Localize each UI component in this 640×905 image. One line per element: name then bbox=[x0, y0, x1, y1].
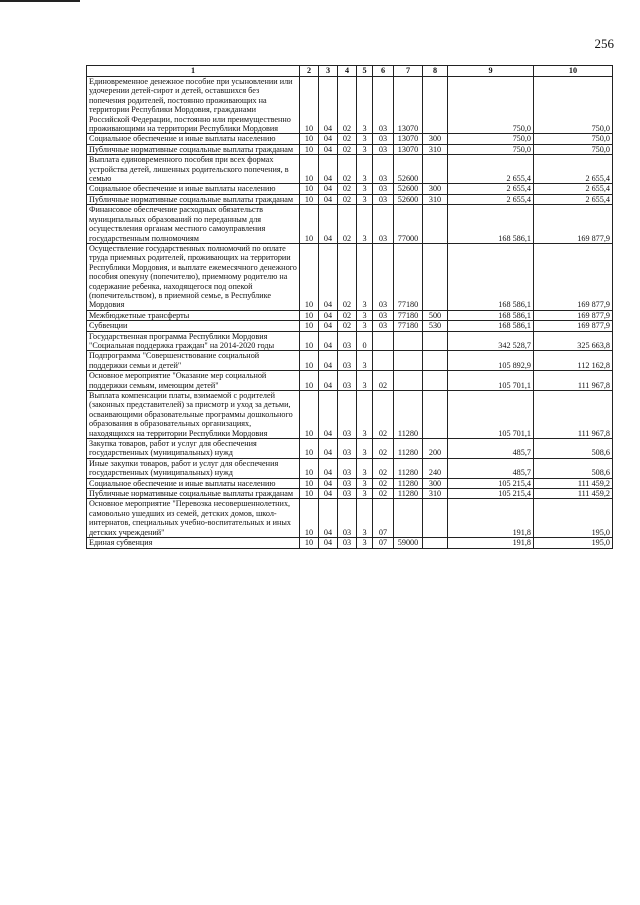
subsection-code-cell: 04 bbox=[319, 538, 338, 548]
amount-year-1-cell: 2 655,4 bbox=[448, 184, 534, 194]
amount-year-2-cell: 169 877,9 bbox=[534, 243, 613, 310]
table-row bbox=[87, 184, 613, 194]
page-number: 256 bbox=[594, 36, 614, 51]
column-header: 6 bbox=[373, 66, 394, 77]
amount-year-1-cell: 750,0 bbox=[448, 134, 534, 144]
row-name-cell: Публичные нормативные социальные выплаты гражданам bbox=[87, 144, 300, 154]
direction-code-cell: 52600 bbox=[394, 184, 423, 194]
section-code-cell: 10 bbox=[300, 194, 319, 204]
amount-year-1-cell: 168 586,1 bbox=[448, 205, 534, 244]
amount-year-2-cell: 2 655,4 bbox=[534, 155, 613, 184]
direction-code-cell bbox=[394, 331, 423, 351]
top-rule bbox=[0, 0, 80, 2]
section-code-cell: 10 bbox=[300, 321, 319, 331]
table-row bbox=[87, 439, 613, 459]
amount-year-2-cell: 169 877,9 bbox=[534, 205, 613, 244]
subprogram-code-cell: 3 bbox=[357, 489, 373, 499]
section-code-cell: 10 bbox=[300, 155, 319, 184]
program-code-cell: 02 bbox=[338, 184, 357, 194]
event-code-cell: 02 bbox=[373, 489, 394, 499]
subprogram-code-cell: 3 bbox=[357, 351, 373, 371]
amount-year-2-cell: 195,0 bbox=[534, 538, 613, 548]
subsection-code-cell: 04 bbox=[319, 489, 338, 499]
program-code-cell: 03 bbox=[338, 458, 357, 478]
subsection-code-cell: 04 bbox=[319, 205, 338, 244]
direction-code-cell bbox=[394, 371, 423, 391]
amount-year-1-cell: 105 701,1 bbox=[448, 371, 534, 391]
expense-type-cell bbox=[423, 155, 448, 184]
expense-type-cell bbox=[423, 243, 448, 310]
event-code-cell: 03 bbox=[373, 155, 394, 184]
direction-code-cell: 52600 bbox=[394, 155, 423, 184]
table-row bbox=[87, 243, 613, 310]
column-header: 5 bbox=[357, 66, 373, 77]
expense-type-cell bbox=[423, 371, 448, 391]
amount-year-2-cell: 112 162,8 bbox=[534, 351, 613, 371]
subsection-code-cell: 04 bbox=[319, 184, 338, 194]
row-name-cell: Социальное обеспечение и иные выплаты населению bbox=[87, 478, 300, 488]
table-header-row bbox=[87, 66, 613, 77]
subprogram-code-cell: 3 bbox=[357, 134, 373, 144]
expense-type-cell: 200 bbox=[423, 439, 448, 459]
subprogram-code-cell: 0 bbox=[357, 331, 373, 351]
table-row bbox=[87, 194, 613, 204]
subsection-code-cell: 04 bbox=[319, 321, 338, 331]
column-header: 1 bbox=[87, 66, 300, 77]
amount-year-1-cell: 485,7 bbox=[448, 439, 534, 459]
row-name-cell: Выплата компенсации платы, взимаемой с родителей (законных представителей) за присмотр и уход за детьми, осваивающими образовательные программы дошкольного образования в образовательных организациях, находящихся на территории Республики Мордовия bbox=[87, 391, 300, 439]
program-code-cell: 03 bbox=[338, 439, 357, 459]
direction-code-cell: 11280 bbox=[394, 489, 423, 499]
table-row bbox=[87, 371, 613, 391]
subprogram-code-cell: 3 bbox=[357, 184, 373, 194]
section-code-cell: 10 bbox=[300, 351, 319, 371]
row-name-cell: Межбюджетные трансферты bbox=[87, 310, 300, 320]
table-row bbox=[87, 310, 613, 320]
section-code-cell: 10 bbox=[300, 144, 319, 154]
program-code-cell: 02 bbox=[338, 155, 357, 184]
row-name-cell: Основное мероприятие "Оказание мер социальной поддержки семьям, имеющим детей" bbox=[87, 371, 300, 391]
subsection-code-cell: 04 bbox=[319, 331, 338, 351]
amount-year-2-cell: 750,0 bbox=[534, 134, 613, 144]
section-code-cell: 10 bbox=[300, 134, 319, 144]
subsection-code-cell: 04 bbox=[319, 155, 338, 184]
subprogram-code-cell: 3 bbox=[357, 77, 373, 134]
program-code-cell: 03 bbox=[338, 331, 357, 351]
expense-type-cell: 500 bbox=[423, 310, 448, 320]
program-code-cell: 03 bbox=[338, 391, 357, 439]
event-code-cell: 02 bbox=[373, 371, 394, 391]
amount-year-2-cell: 750,0 bbox=[534, 144, 613, 154]
subsection-code-cell: 04 bbox=[319, 194, 338, 204]
program-code-cell: 02 bbox=[338, 144, 357, 154]
subsection-code-cell: 04 bbox=[319, 439, 338, 459]
table-row bbox=[87, 351, 613, 371]
subprogram-code-cell: 3 bbox=[357, 310, 373, 320]
direction-code-cell: 77000 bbox=[394, 205, 423, 244]
section-code-cell: 10 bbox=[300, 371, 319, 391]
amount-year-1-cell: 2 655,4 bbox=[448, 155, 534, 184]
subsection-code-cell: 04 bbox=[319, 458, 338, 478]
section-code-cell: 10 bbox=[300, 391, 319, 439]
subprogram-code-cell: 3 bbox=[357, 478, 373, 488]
amount-year-1-cell: 191,8 bbox=[448, 499, 534, 538]
row-name-cell: Подпрограмма "Совершенствование социальной поддержки семьи и детей" bbox=[87, 351, 300, 371]
subsection-code-cell: 04 bbox=[319, 77, 338, 134]
table-row bbox=[87, 391, 613, 439]
expense-type-cell: 310 bbox=[423, 489, 448, 499]
amount-year-1-cell: 485,7 bbox=[448, 458, 534, 478]
amount-year-1-cell: 168 586,1 bbox=[448, 243, 534, 310]
program-code-cell: 03 bbox=[338, 499, 357, 538]
amount-year-2-cell: 169 877,9 bbox=[534, 310, 613, 320]
expense-type-cell: 300 bbox=[423, 184, 448, 194]
amount-year-2-cell: 169 877,9 bbox=[534, 321, 613, 331]
direction-code-cell: 11280 bbox=[394, 391, 423, 439]
direction-code-cell: 52600 bbox=[394, 194, 423, 204]
direction-code-cell: 13070 bbox=[394, 77, 423, 134]
amount-year-2-cell: 111 459,2 bbox=[534, 478, 613, 488]
amount-year-2-cell: 2 655,4 bbox=[534, 184, 613, 194]
direction-code-cell: 11280 bbox=[394, 478, 423, 488]
program-code-cell: 03 bbox=[338, 489, 357, 499]
table-row bbox=[87, 478, 613, 488]
row-name-cell: Закупка товаров, работ и услуг для обеспечения государственных (муниципальных) нужд bbox=[87, 439, 300, 459]
direction-code-cell: 77180 bbox=[394, 310, 423, 320]
section-code-cell: 10 bbox=[300, 243, 319, 310]
amount-year-1-cell: 105 215,4 bbox=[448, 489, 534, 499]
subprogram-code-cell: 3 bbox=[357, 155, 373, 184]
budget-table bbox=[86, 65, 613, 549]
amount-year-1-cell: 105 892,9 bbox=[448, 351, 534, 371]
amount-year-2-cell: 508,6 bbox=[534, 439, 613, 459]
column-header: 9 bbox=[448, 66, 534, 77]
direction-code-cell: 77180 bbox=[394, 321, 423, 331]
subsection-code-cell: 04 bbox=[319, 134, 338, 144]
amount-year-2-cell: 195,0 bbox=[534, 499, 613, 538]
section-code-cell: 10 bbox=[300, 538, 319, 548]
event-code-cell: 03 bbox=[373, 321, 394, 331]
direction-code-cell: 13070 bbox=[394, 134, 423, 144]
program-code-cell: 02 bbox=[338, 77, 357, 134]
event-code-cell: 03 bbox=[373, 134, 394, 144]
program-code-cell: 02 bbox=[338, 205, 357, 244]
table-row bbox=[87, 155, 613, 184]
table-row bbox=[87, 331, 613, 351]
subsection-code-cell: 04 bbox=[319, 144, 338, 154]
table-row bbox=[87, 489, 613, 499]
subprogram-code-cell: 3 bbox=[357, 205, 373, 244]
direction-code-cell: 11280 bbox=[394, 439, 423, 459]
program-code-cell: 03 bbox=[338, 351, 357, 371]
column-header: 4 bbox=[338, 66, 357, 77]
event-code-cell: 03 bbox=[373, 194, 394, 204]
event-code-cell: 03 bbox=[373, 243, 394, 310]
direction-code-cell: 59000 bbox=[394, 538, 423, 548]
amount-year-1-cell: 105 215,4 bbox=[448, 478, 534, 488]
event-code-cell: 03 bbox=[373, 77, 394, 134]
event-code-cell: 07 bbox=[373, 538, 394, 548]
table-body bbox=[87, 77, 613, 549]
amount-year-2-cell: 111 967,8 bbox=[534, 371, 613, 391]
column-header: 10 bbox=[534, 66, 613, 77]
expense-type-cell: 310 bbox=[423, 194, 448, 204]
column-header: 8 bbox=[423, 66, 448, 77]
expense-type-cell bbox=[423, 499, 448, 538]
event-code-cell: 02 bbox=[373, 391, 394, 439]
row-name-cell: Публичные нормативные социальные выплаты гражданам bbox=[87, 194, 300, 204]
section-code-cell: 10 bbox=[300, 458, 319, 478]
event-code-cell: 03 bbox=[373, 144, 394, 154]
amount-year-2-cell: 325 663,8 bbox=[534, 331, 613, 351]
amount-year-2-cell: 111 967,8 bbox=[534, 391, 613, 439]
table-row bbox=[87, 134, 613, 144]
row-name-cell: Социальное обеспечение и иные выплаты населению bbox=[87, 184, 300, 194]
direction-code-cell: 11280 bbox=[394, 458, 423, 478]
program-code-cell: 02 bbox=[338, 310, 357, 320]
direction-code-cell: 13070 bbox=[394, 144, 423, 154]
event-code-cell: 02 bbox=[373, 439, 394, 459]
section-code-cell: 10 bbox=[300, 439, 319, 459]
expense-type-cell bbox=[423, 331, 448, 351]
amount-year-2-cell: 750,0 bbox=[534, 77, 613, 134]
section-code-cell: 10 bbox=[300, 489, 319, 499]
amount-year-1-cell: 342 528,7 bbox=[448, 331, 534, 351]
amount-year-2-cell: 508,6 bbox=[534, 458, 613, 478]
program-code-cell: 03 bbox=[338, 371, 357, 391]
row-name-cell: Выплата единовременного пособия при всех формах устройства детей, лишенных родительского попечения, в семью bbox=[87, 155, 300, 184]
amount-year-1-cell: 105 701,1 bbox=[448, 391, 534, 439]
row-name-cell: Иные закупки товаров, работ и услуг для обеспечения государственных (муниципальных) нужд bbox=[87, 458, 300, 478]
program-code-cell: 02 bbox=[338, 321, 357, 331]
column-header: 2 bbox=[300, 66, 319, 77]
section-code-cell: 10 bbox=[300, 184, 319, 194]
amount-year-1-cell: 168 586,1 bbox=[448, 310, 534, 320]
table-row bbox=[87, 321, 613, 331]
table-row bbox=[87, 499, 613, 538]
section-code-cell: 10 bbox=[300, 478, 319, 488]
subsection-code-cell: 04 bbox=[319, 391, 338, 439]
subsection-code-cell: 04 bbox=[319, 310, 338, 320]
amount-year-1-cell: 750,0 bbox=[448, 144, 534, 154]
subprogram-code-cell: 3 bbox=[357, 439, 373, 459]
row-name-cell: Единая субвенция bbox=[87, 538, 300, 548]
expense-type-cell: 530 bbox=[423, 321, 448, 331]
subsection-code-cell: 04 bbox=[319, 351, 338, 371]
subprogram-code-cell: 3 bbox=[357, 144, 373, 154]
event-code-cell: 03 bbox=[373, 205, 394, 244]
table-row bbox=[87, 458, 613, 478]
program-code-cell: 03 bbox=[338, 538, 357, 548]
expense-type-cell: 310 bbox=[423, 144, 448, 154]
event-code-cell: 03 bbox=[373, 184, 394, 194]
row-name-cell: Осуществление государственных полномочий по оплате труда приемных родителей, проживающих на территории Республики Мордовия, и выплате ежемесячного денежного пособия опекуну (попечителю), приемному родителю на содержание ребенка, находящегося под опекой (попечительством), в приемной семье, в Республике Мордовия bbox=[87, 243, 300, 310]
subprogram-code-cell: 3 bbox=[357, 243, 373, 310]
direction-code-cell bbox=[394, 351, 423, 371]
program-code-cell: 02 bbox=[338, 243, 357, 310]
section-code-cell: 10 bbox=[300, 331, 319, 351]
subprogram-code-cell: 3 bbox=[357, 499, 373, 538]
table-row bbox=[87, 205, 613, 244]
row-name-cell: Финансовое обеспечение расходных обязательств муниципальных образований по переданным для осуществления органам местного самоуправления государственным полномочиям bbox=[87, 205, 300, 244]
subprogram-code-cell: 3 bbox=[357, 538, 373, 548]
program-code-cell: 03 bbox=[338, 478, 357, 488]
subsection-code-cell: 04 bbox=[319, 371, 338, 391]
section-code-cell: 10 bbox=[300, 499, 319, 538]
amount-year-1-cell: 191,8 bbox=[448, 538, 534, 548]
event-code-cell bbox=[373, 351, 394, 371]
subsection-code-cell: 04 bbox=[319, 243, 338, 310]
event-code-cell: 02 bbox=[373, 478, 394, 488]
amount-year-1-cell: 2 655,4 bbox=[448, 194, 534, 204]
amount-year-2-cell: 111 459,2 bbox=[534, 489, 613, 499]
row-name-cell: Публичные нормативные социальные выплаты гражданам bbox=[87, 489, 300, 499]
program-code-cell: 02 bbox=[338, 134, 357, 144]
amount-year-2-cell: 2 655,4 bbox=[534, 194, 613, 204]
row-name-cell: Субвенции bbox=[87, 321, 300, 331]
amount-year-1-cell: 168 586,1 bbox=[448, 321, 534, 331]
table-row bbox=[87, 77, 613, 134]
section-code-cell: 10 bbox=[300, 310, 319, 320]
event-code-cell: 02 bbox=[373, 458, 394, 478]
event-code-cell: 03 bbox=[373, 310, 394, 320]
row-name-cell: Единовременное денежное пособие при усыновлении или удочерении детей-сирот и детей, оставшихся без попечения родителей, постоянно проживающих на территории Республики Мордовия, гражданами Российской Федерации, постоянно или преимущественно проживающими на территории Республики Мордовия bbox=[87, 77, 300, 134]
column-header: 7 bbox=[394, 66, 423, 77]
direction-code-cell: 77180 bbox=[394, 243, 423, 310]
subprogram-code-cell: 3 bbox=[357, 458, 373, 478]
subsection-code-cell: 04 bbox=[319, 478, 338, 488]
event-code-cell: 07 bbox=[373, 499, 394, 538]
table-row bbox=[87, 538, 613, 548]
expense-type-cell bbox=[423, 351, 448, 371]
direction-code-cell bbox=[394, 499, 423, 538]
expense-type-cell: 300 bbox=[423, 478, 448, 488]
table-row bbox=[87, 144, 613, 154]
subprogram-code-cell: 3 bbox=[357, 194, 373, 204]
section-code-cell: 10 bbox=[300, 205, 319, 244]
row-name-cell: Основное мероприятие "Перевозка несовершеннолетних, самовольно ушедших из семей, детских домов, школ-интернатов, специальных учебно-воспитательных и иных детских учреждений" bbox=[87, 499, 300, 538]
expense-type-cell bbox=[423, 205, 448, 244]
expense-type-cell bbox=[423, 77, 448, 134]
expense-type-cell bbox=[423, 391, 448, 439]
subprogram-code-cell: 3 bbox=[357, 371, 373, 391]
column-header: 3 bbox=[319, 66, 338, 77]
expense-type-cell: 300 bbox=[423, 134, 448, 144]
subprogram-code-cell: 3 bbox=[357, 321, 373, 331]
expense-type-cell: 240 bbox=[423, 458, 448, 478]
section-code-cell: 10 bbox=[300, 77, 319, 134]
subprogram-code-cell: 3 bbox=[357, 391, 373, 439]
event-code-cell bbox=[373, 331, 394, 351]
row-name-cell: Государственная программа Республики Мордовия "Социальная поддержка граждан" на 2014-2020 годы bbox=[87, 331, 300, 351]
subsection-code-cell: 04 bbox=[319, 499, 338, 538]
row-name-cell: Социальное обеспечение и иные выплаты населению bbox=[87, 134, 300, 144]
program-code-cell: 02 bbox=[338, 194, 357, 204]
amount-year-1-cell: 750,0 bbox=[448, 77, 534, 134]
expense-type-cell bbox=[423, 538, 448, 548]
